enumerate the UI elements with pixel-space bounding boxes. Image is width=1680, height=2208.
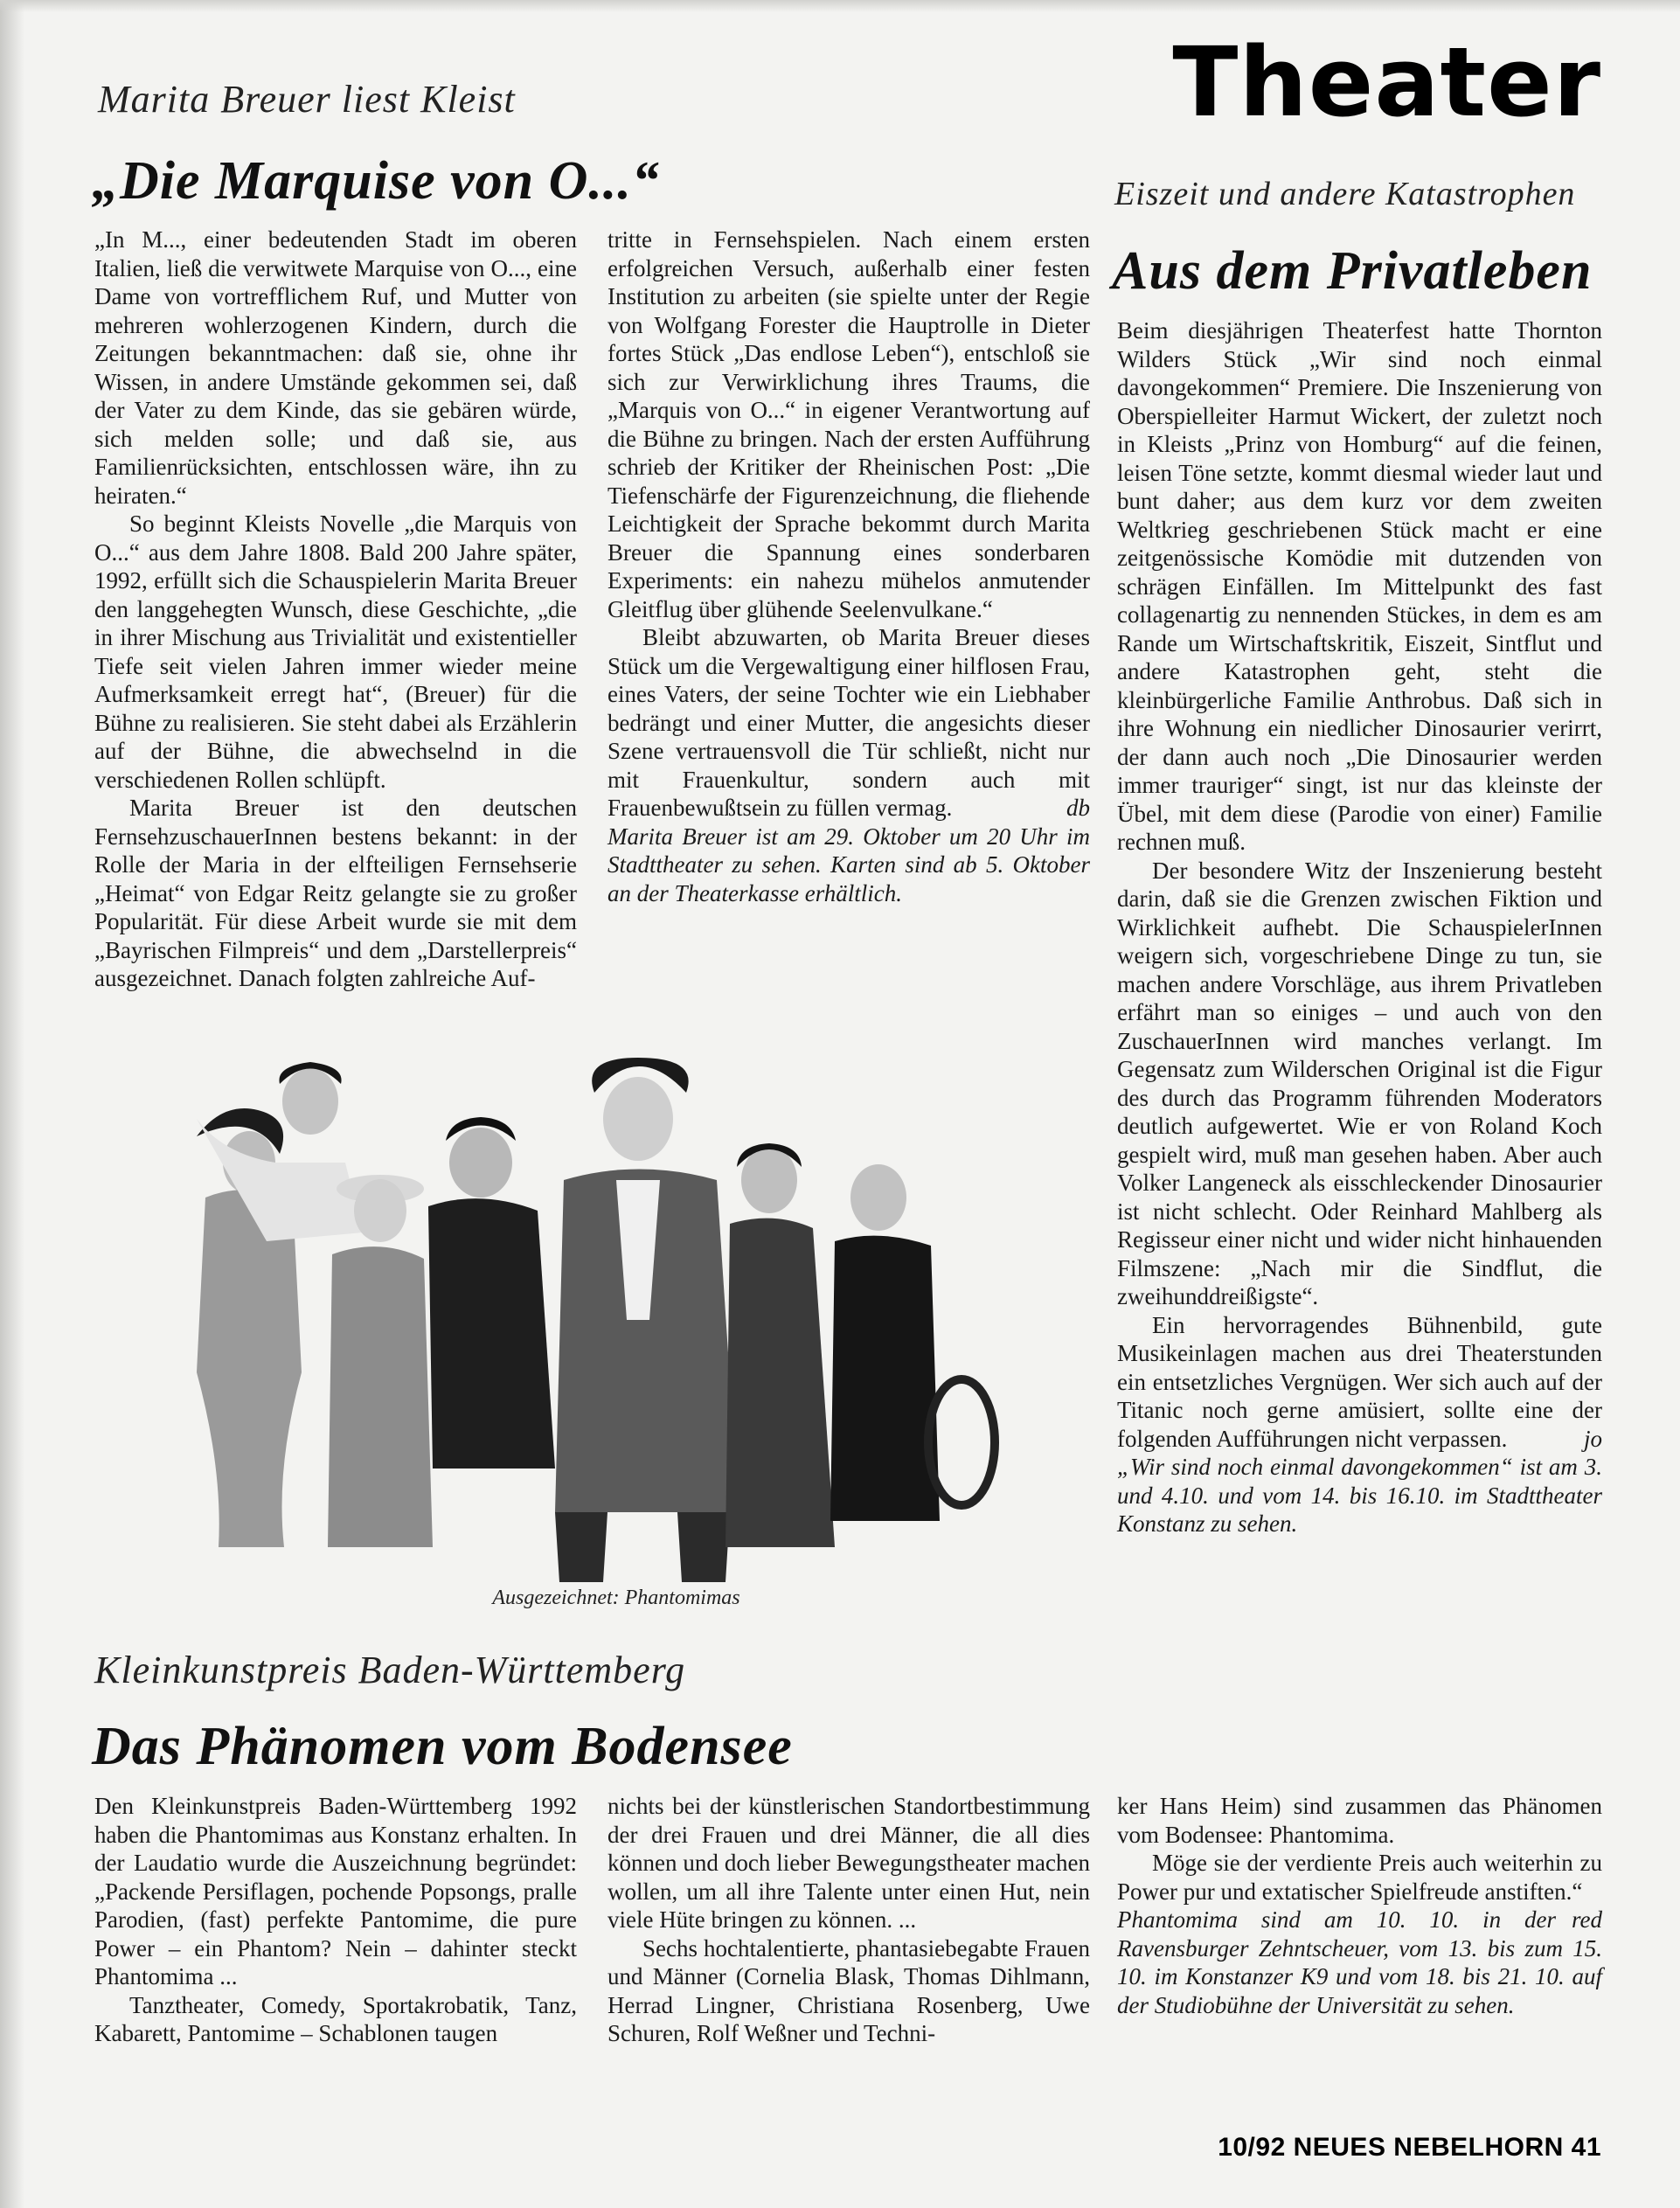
- performer-figure: [555, 1058, 739, 1582]
- performer-figure: [428, 1117, 555, 1469]
- article1-headline: „Die Marquise von O...“: [92, 151, 660, 211]
- article3-headline: Das Phänomen vom Bodensee: [92, 1717, 793, 1776]
- article3-paragraph: Tanztheater, Comedy, Sportakrobatik, Tanz, Kabarett, Pantomime – Schablonen taugen: [94, 1991, 577, 2046]
- article3-column-2: [607, 1792, 1090, 2048]
- article3-paragraph: Den Kleinkunstpreis Baden-Württemberg 1992 haben die Phantomimas aus Konstanz erhalten. In der Laudatio wurde die Auszeichnung begründet: „Packende Persiflagen, pochende Popsongs, pralle Parodien, (fast) perfekte Pantomime, die pure Power – ein Phantom? Nein – dahinter steckt Phantomima ...: [94, 1793, 577, 1989]
- article1-text: Bleibt abzuwarten, ob Marita Breuer dieses Stück um die Vergewaltigung einer hilflosen Frau, eines Vaters, der seine Tochter wie ein Liebhaber bedrängt und einer Mutter, die angesichts dieser Szene vertrauensvoll die Tür schließt, nicht nur mit Frauenkultur, sondern auch mit Frauenbewußtsein zu füllen vermag.: [607, 624, 1090, 821]
- page-top-shadow: [0, 0, 1680, 12]
- article1-paragraph: So beginnt Kleists Novelle „die Marquis von O...“ aus dem Jahre 1808. Bald 200 Jahre später, 1992, erfüllt sich die Schauspielerin Marita Breuer den langgehegten Wunsch, diese Geschichte, „die in ihrer Mischung aus Trivialität und existentieller Tiefe seit vielen Jahren immer wieder meine Aufmerksamkeit erregt hat“, (Breuer) für die Bühne zu realisieren. Sie steht dabei als Erzählerin auf der Bühne, die abwechselnd in die verschiedenen Rollen schlüpft.: [94, 510, 577, 793]
- section-title: Theater: [1172, 26, 1601, 138]
- article3-column-3: [1117, 1792, 1602, 2019]
- article2-column: [1117, 316, 1602, 1538]
- article2-text: Ein hervorragendes Bühnenbild, gute Musikeinlagen machen aus drei Theaterstunden ein entsetzliches Vergnügen. Wer sich auch auf der Titanic noch gerne amüsiert, sollte eine der folgenden Aufführungen nicht verpassen.: [1117, 1311, 1602, 1452]
- article1-paragraph: „In M..., einer bedeutenden Stadt im oberen Italien, ließ die verwitwete Marquise von O..., eine Dame von vortrefflichem Ruf, und Mutter von mehreren wohlerzogenen Kindern, durch die Zeitungen bekanntmachen: daß sie, ohne ihr Wissen, in andere Umstände gekommen sei, daß der Vater zu dem Kinde, das sie gebären würde, sich melden solle; und daß sie, aus Familienrücksichten, entschlossen wäre, ihn zu heiraten.“: [94, 226, 577, 509]
- performer-figure: [830, 1164, 995, 1521]
- article1-paragraph: [607, 623, 1090, 823]
- article1-event-note: Marita Breuer ist am 29. Oktober um 20 Uhr im Stadttheater zu sehen. Karten sind ab 5. Oktober an der Theaterkasse erhältlich.: [607, 823, 1090, 906]
- article3-paragraph: nichts bei der künstlerischen Standortbestimmung der drei Frauen und drei Männer, die all dies können und doch lieber Bewegungstheater machen wollen, um all ihre Talente unter einen Hut, nein viele Hüte bringen zu können. ...: [607, 1793, 1090, 1933]
- article3-paragraph: Sechs hochtalentierte, phantasiebegabte Frauen und Männer (Cornelia Blask, Thomas Dihlmann, Herrad Lingner, Christiana Rosenberg, Uwe Schuren, Rolf Weßner und Techni-: [607, 1934, 1090, 2046]
- article3-text: Möge sie der verdiente Preis auch weiterhin zu Power pur und extatischer Spielfreude anstiften.“: [1117, 1850, 1602, 1905]
- article1-kicker: Marita Breuer liest Kleist: [98, 78, 516, 121]
- article1-paragraph: Marita Breuer ist den deutschen FernsehzuschauerInnen bestens bekannt: in der Rolle der Maria in der elfteiligen Fernsehserie „Heimat“ von Edgar Reitz gelangte sie zu großer Popularität. Für diese Arbeit wurde sie mit dem „Bayrischen Filmpreis“ und dem „Darstellerpreis“ ausgezeichnet. Danach folgten zahlreiche Auf-: [94, 795, 577, 991]
- article2-signature: jo: [1583, 1425, 1602, 1452]
- page-footer: 10/92 NEUES NEBELHORN 41: [1218, 2133, 1601, 2162]
- group-photo: [170, 1058, 1062, 1582]
- article1-column-2: [607, 226, 1090, 907]
- performer-figure: [725, 1143, 835, 1547]
- article1-paragraph: tritte in Fernsehspielen. Nach einem ersten erfolgreichen Versuch, außerhalb einer festen Institution zu arbeiten (sie spielte unter der Regie von Wolfgang Forester die Hauptrolle in Dieter fortes Stück „Das endlose Leben“), entschloß sie sich zur Verwirklichung ihres Traums, die „Marquis von O...“ in eigener Verantwortung auf die Bühne zu bringen. Nach der ersten Aufführung schrieb der Kritiker der Rheinischen Post: „Die Tiefenschärfe der Figurenzeichnung, die fliehende Leichtigkeit der Sprache bekommt durch Marita Breuer die Spannung eines sonderbaren Experiments: ein nahezu mühelos anmutender Gleitflug über glühende Seelenvulkane.“: [607, 226, 1090, 622]
- article2-paragraph: Der besondere Witz der Inszenierung besteht darin, daß sie die Grenzen zwischen Fiktion und Wirklichkeit aufhebt. Die SchauspielerInnen weigern sich, vorgeschriebene Dinge zu tun, sie machen andere Vorschläge, aus ihrem Privatleben erfährt man so einiges – und auch von den ZuschauerInnen wird manches verlangt. Im Gegensatz zum Wilderschen Original ist die Figur des durch das Programm führenden Moderators deutlich aufgewertet. Wie er von Roland Koch gespielt wird, muß man gesehen haben. Aber auch Volker Langeneck als eisschleckender Dinosaurier ist nicht schlecht. Oder Reinhard Mahlberg als Regisseur einer nicht und wider nicht hinhauenden Filmszene: „Nach mir die Sindflut, die zweihunddreißigste“.: [1117, 857, 1602, 1309]
- article3-column-1: [94, 1792, 577, 2048]
- group-photo-illustration: [170, 1058, 1062, 1582]
- article2-event-note: „Wir sind noch einmal davongekommen“ ist am 3. und 4.10. und vom 14. bis 16.10. im Stadttheater Konstanz zu sehen.: [1117, 1454, 1602, 1537]
- article3-event-note: Phantomima sind am 10. 10. in der Ravensburger Zehntscheuer, vom 13. bis zum 15. 10. im Konstanzer K9 und vom 18. bis 21. 10. auf der Studiobühne der Universität zu sehen.: [1117, 1906, 1602, 2018]
- article1-column-1: [94, 226, 577, 993]
- article3-paragraph: [1117, 1849, 1602, 1933]
- article3-kicker: Kleinkunstpreis Baden-Württemberg: [94, 1649, 686, 1691]
- article3-signature: red: [1572, 1906, 1602, 1933]
- article2-paragraph: [1117, 1311, 1602, 1454]
- article1-signature: db: [1066, 795, 1090, 821]
- article2-paragraph: Beim diesjährigen Theaterfest hatte Thornton Wilders Stück „Wir sind noch einmal davongekommen“ Premiere. Die Inszenierung von Oberspielleiter Harmut Wickert, der zuletzt noch in Kleists „Prinz von Homburg“ auf die feinen, leisen Töne setzte, kommt diesmal wieder laut und bunt daher; aus dem kurz vor dem zweiten Weltkrieg geschriebenen Stück macht er eine zeitgenössische Komödie mit dutzenden von schrägen Einfällen. Im Mittelpunkt des fast collagenartig zu nennenden Stückes, in dem es am Rande um Wirtschaftskritik, Eiszeit, Sintflut und andere Katastrophen geht, steht die kleinbürgerliche Familie Anthrobus. Daß sich in ihre Wohnung ein niedlicher Dinosaurier verirrt, der dann auch noch „Die Dinosaurier werden immer trauriger“ singt, ist nur das kleinste der Übel, mit dem diese (Parodie von einer) Familie rechnen muß.: [1117, 317, 1602, 855]
- page-edge-shadow: [0, 0, 24, 2208]
- photo-caption: Ausgezeichnet: Phantomimas: [492, 1587, 740, 1609]
- article2-headline: Aus dem Privatleben: [1112, 241, 1593, 301]
- article3-paragraph: ker Hans Heim) sind zusammen das Phänomen vom Bodensee: Phantomima.: [1117, 1793, 1602, 1848]
- article2-kicker: Eiszeit und andere Katastrophen: [1114, 176, 1576, 212]
